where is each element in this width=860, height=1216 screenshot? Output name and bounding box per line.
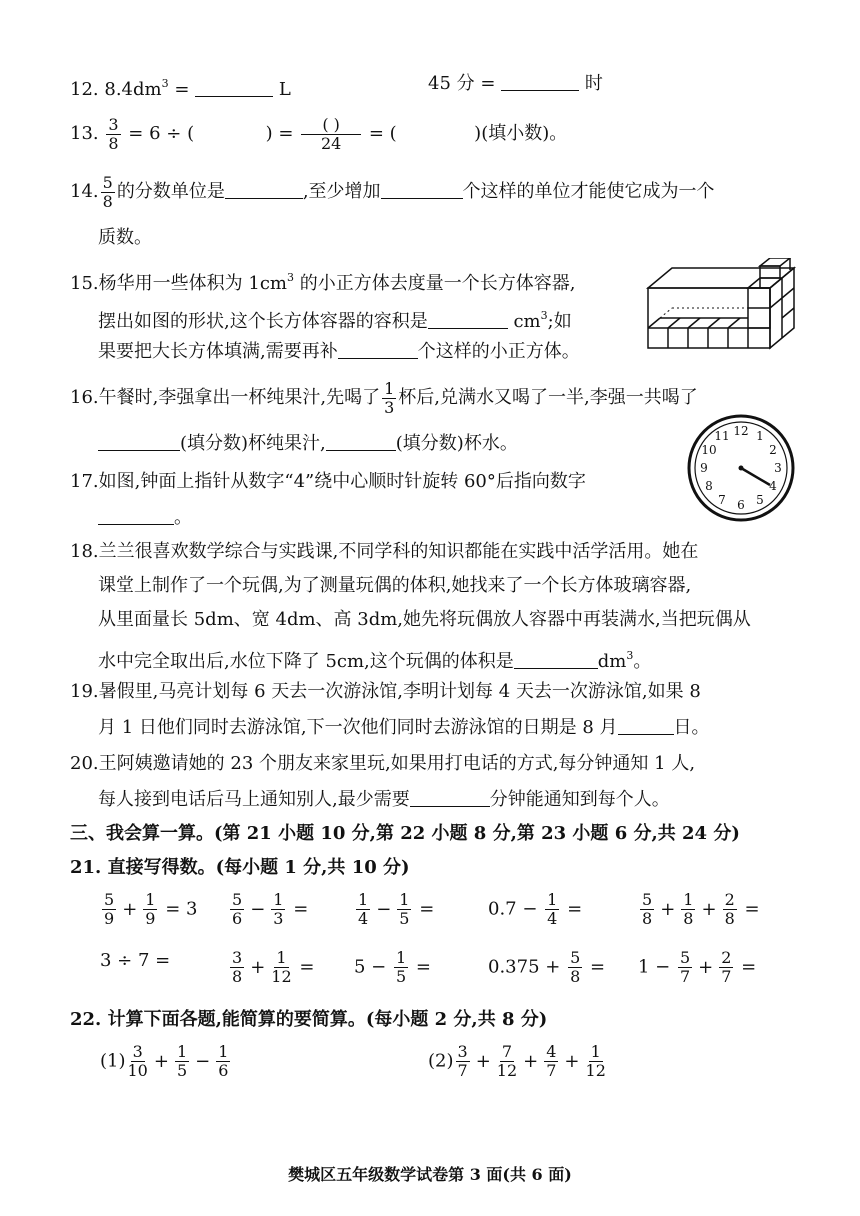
fraction: $\frac{1}{4}$ [547, 890, 558, 928]
fraction: $\frac{1}{8}$ [683, 890, 694, 928]
fraction: $\frac{3}{8}$ [232, 948, 243, 986]
q12-left: $8.4dm^3$ = [104, 77, 190, 100]
clock-9: 9 [700, 461, 708, 475]
question-18-line3: 从里面量长 5dm、宽 4dm、高 3dm,她先将玩偶放人容器中再装满水,当把玩偶从 [98, 609, 751, 630]
fraction: $\frac{5}{9}$ [104, 890, 115, 928]
clock-hand [741, 468, 770, 485]
answer-blank[interactable] [410, 788, 490, 807]
fraction: $\frac{1}{3}$ [384, 378, 395, 417]
calc-expression: 5 − $\frac{1}{5}$ = [354, 948, 431, 986]
fraction: $\frac{5}{8}$ [642, 890, 653, 928]
fraction: $\frac{5}{8}$ [570, 948, 581, 986]
clock-3: 3 [774, 461, 782, 475]
question-14: 14. $\frac{5}{8}$ 的分数单位是 ,至少增加 个这样的单位才能使它成为一个 [70, 172, 715, 211]
answer-blank[interactable] [381, 180, 463, 199]
fraction: $\frac{1}{4}$ [358, 890, 369, 928]
question-19-line1: 19.暑假里,马亮计划每 6 天去一次游泳馆,李明计划每 4 天去一次游泳馆,如果 8 [70, 681, 701, 702]
answer-blank[interactable] [98, 506, 174, 525]
fraction: $\frac{5}{7}$ [679, 948, 691, 986]
fraction: $\frac{4}{7}$ [546, 1042, 557, 1080]
calc-expression: (2) $\frac{3}{7}$ + $\frac{7}{12}$ + $\frac{4}{7}$ + $\frac{1}{12}$ [428, 1042, 606, 1080]
clock-4: 4 [769, 479, 777, 493]
question-15-line1: 15.杨华用一些体积为 $1cm^3$ 的小正方体去度量一个长方体容器, [70, 271, 576, 294]
question-14-cont: 质数。 [98, 227, 152, 248]
handwritten-answer: 3 [180, 898, 198, 920]
answer-blank[interactable] [501, 72, 579, 91]
calc-expression: (1) $\frac{3}{10}$ + $\frac{1}{5}$ − $\frac{1}{6}$ [100, 1042, 229, 1080]
question-15-line3: 果要把大长方体填满,需要再补 个这样的小正方体。 [98, 341, 580, 362]
answer-blank[interactable] [428, 310, 508, 329]
question-12: 12. $8.4dm^3 = L$ [70, 77, 291, 100]
cuboid-figure [644, 258, 800, 358]
answer-blank[interactable] [326, 432, 396, 451]
question-19-line2: 月 1 日他们同时去游泳馆,下一次他们同时去游泳馆的日期是 8 月 日。 [98, 717, 710, 738]
fraction: $\frac{1}{3}$ [273, 890, 284, 928]
fraction: $\frac{1}{12}$ [585, 1042, 606, 1080]
fraction: $\frac{7}{12}$ [496, 1042, 518, 1080]
clock-11: 11 [714, 429, 730, 443]
fraction: $\frac{5}{6}$ [232, 890, 243, 928]
question-number: 12. [70, 79, 99, 100]
question-13: 13. $\frac{3}{8}$ = 6 ÷ ( ) = $\frac{( )}{24}$ = ( )(填小数)。 [70, 114, 568, 153]
question-22-title: 22. 计算下面各题,能简算的要简算。(每小题 2 分,共 8 分) [70, 1009, 548, 1030]
question-18-line2: 课堂上制作了一个玩偶,为了测量玩偶的体积,她找来了一个长方体玻璃容器, [98, 575, 692, 596]
question-16-line2: (填分数)杯纯果汁, (填分数)杯水。 [98, 432, 518, 456]
question-18-line1: 18.兰兰很喜欢数学综合与实践课,不同学科的知识都能在实践中活学活用。她在 [70, 541, 699, 562]
answer-blank[interactable] [514, 650, 598, 669]
answer-blank[interactable] [338, 340, 418, 359]
clock-8: 8 [705, 479, 713, 493]
fraction: $\frac{3}{7}$ [457, 1042, 468, 1080]
clock-6: 6 [737, 498, 745, 512]
fraction-blank[interactable]: $\frac{( )}{24}$ [301, 117, 361, 152]
question-17-line2: 。 [98, 506, 192, 530]
calc-expression: $\frac{5}{9}$ + $\frac{1}{9}$ = 3 [104, 890, 198, 928]
fraction: $\frac{1}{9}$ [145, 890, 156, 928]
calc-expression: 1 − $\frac{5}{7}$ + $\frac{2}{7}$ = [638, 948, 757, 986]
answer-blank[interactable] [195, 78, 273, 97]
answer-blank[interactable] [618, 716, 674, 735]
question-17-line1: 17.如图,钟面上指针从数字“4”绕中心顺时针旋转 60°后指向数字 [70, 471, 586, 492]
fraction: $\frac{5}{8}$ [102, 172, 113, 211]
fraction: $\frac{1}{5}$ [176, 1042, 188, 1080]
section-3-heading: 三、我会算一算。(第 21 小题 10 分,第 22 小题 8 分,第 23 小题 6 分,共 24 分) [70, 823, 740, 844]
fraction: $\frac{2}{7}$ [721, 948, 732, 986]
clock-12: 12 [733, 424, 749, 438]
clock-10: 10 [701, 443, 717, 457]
fraction: $\frac{1}{12}$ [271, 948, 292, 986]
clock-face [686, 413, 796, 523]
question-21-title: 21. 直接写得数。(每小题 1 分,共 10 分) [70, 857, 410, 878]
calc-expression: 3 ÷ 7 = [100, 950, 171, 971]
fraction: $\frac{3}{8}$ [108, 114, 119, 153]
question-12b: 45 分 = 时 [428, 73, 603, 94]
answer-blank[interactable] [225, 180, 303, 199]
fraction: $\frac{1}{5}$ [399, 890, 410, 928]
calc-expression: $\frac{3}{8}$ + $\frac{1}{12}$ = [232, 948, 315, 986]
calc-expression: $\frac{5}{8}$ + $\frac{1}{8}$ + $\frac{2}{8}$ = [642, 890, 760, 928]
calc-expression: $\frac{1}{4}$ − $\frac{1}{5}$ = [358, 890, 435, 928]
fraction: $\frac{3}{10}$ [127, 1042, 148, 1080]
question-20-line2: 每人接到电话后马上通知别人,最少需要 分钟能通知到每个人。 [98, 789, 670, 810]
answer-blank[interactable] [98, 432, 180, 451]
question-15-line2: 摆出如图的形状,这个长方体容器的容积是 $cm^3$;如 [98, 309, 572, 332]
clock-5: 5 [756, 493, 764, 507]
fraction: $\frac{1}{6}$ [218, 1042, 229, 1080]
fraction: $\frac{1}{5}$ [395, 948, 407, 986]
clock-2: 2 [769, 443, 777, 457]
calc-expression: 0.7 − $\frac{1}{4}$ = [488, 890, 583, 928]
question-16-line1: 16.午餐时,李强拿出一杯纯果汁,先喝了 $\frac{1}{3}$ 杯后,兑满水又喝了一半,李强一共喝了 [70, 378, 698, 417]
question-18-line4: 水中完全取出后,水位下降了 5cm,这个玩偶的体积是 $dm^3$。 [98, 649, 652, 672]
clock-1: 1 [756, 429, 764, 443]
fraction: $\frac{2}{8}$ [724, 890, 735, 928]
calc-expression: 0.375 + $\frac{5}{8}$ = [488, 948, 606, 986]
page-footer: 樊城区五年级数学试卷第 3 面(共 6 面) [288, 1165, 572, 1184]
question-20-line1: 20.王阿姨邀请她的 23 个朋友来家里玩,如果用打电话的方式,每分钟通知 1 人, [70, 753, 696, 774]
clock-7: 7 [718, 493, 726, 507]
calc-expression: $\frac{5}{6}$ − $\frac{1}{3}$ = [232, 890, 309, 928]
